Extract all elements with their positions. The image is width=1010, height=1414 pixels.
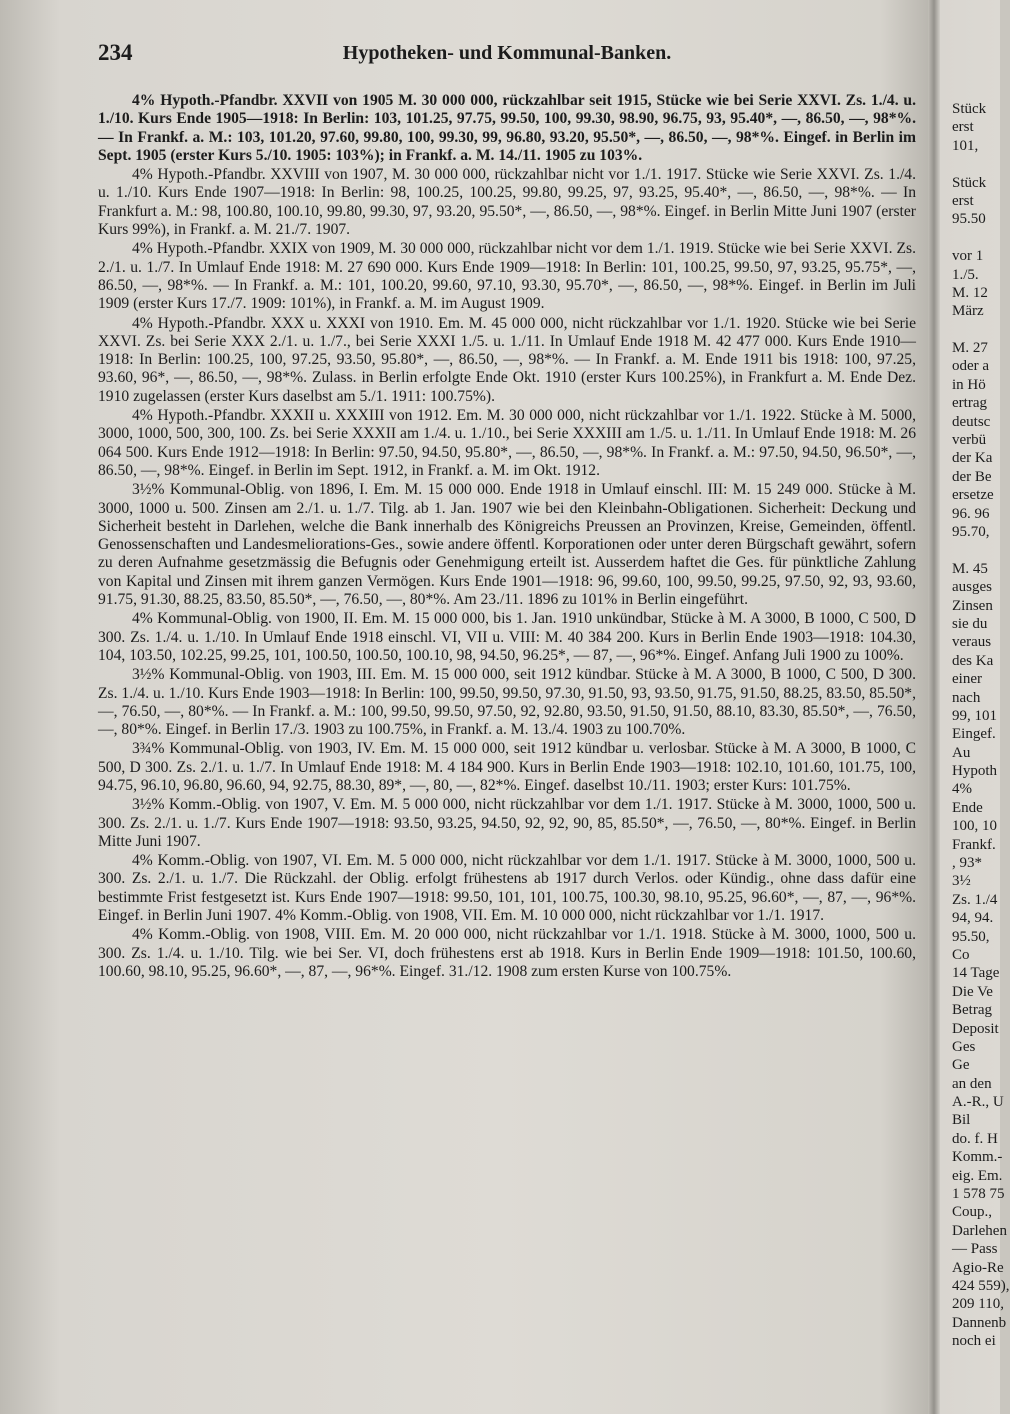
paragraph: 4% Hypoth.-Pfandbr. XXIX von 1909, M. 30 000 000, rückzahlbar nicht vor dem 1./1. 1919. Stücke wie bei Serie XXVI. Zs. 2./1. u. 1./7. In Umlauf Ende 1918: M. 27 690 000. Kurs Ende 1909—1918: In Berlin: 101, 100.25, 99.50, 97, 93.25, 95.75*, —, 86.50, —, 98*%. — In Frankf. a. M.: 101, 100.20, 99.60, 97.10, 93.30, 95.70*, —, 86.50, —, 98*%. Eingef. in Berlin im Juli 1909 (erster Kurs 17./7. 1909: 101%), in Frankf. a. M. im August 1909. <box>98 240 916 313</box>
fragment-line: 95.50 <box>952 211 986 228</box>
fragment-line: Ende <box>952 799 983 816</box>
adjacent-page-column <box>952 100 1010 1414</box>
fragment-line: 99, 101 <box>952 707 997 724</box>
fragment-line: Coup., <box>952 1204 993 1221</box>
fragment-line: Die Ve <box>952 983 993 1000</box>
fragment-line: Deposit <box>952 1020 999 1037</box>
fragment-line: nach <box>952 689 981 706</box>
paragraph: 4% Hypoth.-Pfandbr. XXVII von 1905 M. 30 000 000, rückzahlbar seit 1915, Stücke wie bei Serie XXVI. Zs. 1./4. u. 1./10. Kurs Ende 1905—1918: In Berlin: 103, 101.25, 97.75, 99.50, 100, 99.30, 98.90, 96.75, 93, 95.40*, —, 86.50, —, 98*%. — In Frankf. a. M.: 103, 101.20, 97.60, 99.80, 100, 99.30, 99, 96.80, 93.20, 95.50*, —, 86.50, —, 98*%. Eingef. in Berlin im Sept. 1905 (erster Kurs 5./10. 1905: 103%); in Frankf. a. M. 14./11. 1905 zu 103%. <box>98 92 916 164</box>
fragment-line: 95.70, <box>952 523 990 540</box>
fragment-line: 94, 94. <box>952 910 994 927</box>
paragraph: 3½% Kommunal-Oblig. von 1896, I. Em. M. 15 000 000. Ende 1918 in Umlauf einschl. III: M. 15 249 000. Stücke à M. 3000, 1000 u. 500. Zinsen am 2./1. u. 1./7. Tilg. ab 1. Jan. 1907 wie bei den Kleinbahn-Obligationen. Sicherheit: Deckung und Sicherheit besteht in Darlehen, welche die Bank innerhalb des Königreichs Preussen an Provinzen, Kreise, Gemeinden, öffentl. Genossenschaften und Landesmeliorations-Ges., sowie andere öffentl. Korporationen oder unter deren Bürgschaft gewährt, sofern zu deren Aufnahme gesetzmässig die Befugnis oder Genehmigung erteilt ist. Ausserdem haftet die Ges. für pünktliche Zahlung von Kapital und Zinsen mit ihrem ganzen Vermögen. Kurs Ende 1901—1918: 96, 99.60, 100, 99.50, 99.25, 97.50, 92, 93, 93.60, 91.75, 91.30, 88.25, 83.50, 85.50*, —, 76.50, —, 80*%. Am 23./11. 1896 zu 101% in Berlin eingeführt. <box>98 481 916 609</box>
running-title: Hypotheken- und Kommunal-Banken. <box>342 42 672 64</box>
fragment-line: deutsc <box>952 413 991 430</box>
fragment-line: 4% <box>952 781 972 798</box>
fragment-line: ersetze <box>952 487 994 504</box>
fragment-line: erst <box>952 192 974 209</box>
fragment-line: der Be <box>952 468 992 485</box>
paragraph: 4% Komm.-Oblig. von 1907, VI. Em. M. 5 000 000, nicht rückzahlbar vor dem 1./1. 1917. Stücke à M. 3000, 1000, 500 u. 300. Zs. 2./1. u. 1./7. Die Rückzahl. der Oblig. erfolgt frühestens ab 1917 durch Verlos. oder Kündig., ohne dass dafür eine bestimmte Frist festgesetzt ist. Kurs Ende 1907—1918: 99.50, 101, 101, 100.75, 100.30, 98.10, 95.25, 96.60*, —, 87, —, 96*%. Eingef. in Berlin Juni 1907. 4% Komm.-Oblig. von 1908, VII. Em. M. 10 000 000, nicht rückzahlbar vor 1./1. 1917. <box>98 852 916 925</box>
fragment-line: vor 1 <box>952 248 984 265</box>
fragment-line: Agio-Re <box>952 1259 1004 1276</box>
fragment-line: Ges <box>952 1038 976 1055</box>
paragraph: 3¾% Kommunal-Oblig. von 1903, IV. Em. M. 15 000 000, seit 1912 kündbar u. verlosbar. Stücke à M. A 3000, B 1000, C 500, D 300. Zs. 2./1. u. 1./7. In Umlauf Ende 1918: M. 4 184 900. Kurs in Berlin Ende 1903—1918: 102.10, 101.60, 101.75, 100, 94.75, 96.10, 96.80, 96.60, 94, 92.75, 88.30, 89*, —, 80, —, 82*%. Eingef. daselbst 10./11. 1903; erster Kurs: 101.75%. <box>98 740 916 794</box>
fragment-line: in Hö <box>952 376 986 393</box>
fragment-line: Darlehen <box>952 1222 1007 1239</box>
fragment-line: März <box>952 303 984 320</box>
fragment-line: Stück <box>952 101 987 117</box>
fragment-line: 101, <box>952 137 979 154</box>
fragment-line: A.-R., U <box>952 1094 1004 1111</box>
paragraph: 4% Hypoth.-Pfandbr. XXX u. XXXI von 1910. Em. M. 45 000 000, nicht rückzahlbar vor 1./1. 1920. Stücke wie bei Serie XXVI. Zs. bei Serie XXX 2./1. u. 1./7., bei Serie XXXI 1./5. u. 1./11. In Umlauf Ende 1918 M. 42 477 000. Kurs Ende 1910—1918: In Berlin: 100.25, 100, 97.25, 93.50, 95.80*, —, 86.50, —, 98*%. — In Frankf. a. M. Ende 1911 bis 1918: 100, 97.25, 93.60, 96*, —, 86.50, —, 98*%. Zulass. in Berlin erfolgte Ende Okt. 1910 (erster Kurs 100.25%), in Frankfurt a. M. Ende Dez. 1910 zugelassen (erster Kurs daselbst am 5./1. 1911: 100.75%). <box>98 314 916 405</box>
fragment-line: 424 559), <box>952 1278 1010 1294</box>
fragment-line: 1 578 75 <box>952 1186 1005 1203</box>
fragment-line: do. f. H <box>952 1130 998 1147</box>
fragment-line: M. 12 <box>952 284 988 301</box>
paragraph: 4% Hypoth.-Pfandbr. XXXII u. XXXIII von 1912. Em. M. 30 000 000, nicht rückzahlbar vor 1./1. 1922. Stücke à M. 5000, 3000, 1000, 500, 300, 100. Zs. bei Serie XXXII am 1./4. u. 1./10., bei Serie XXXIII am 1./5. u. 1./11. In Umlauf Ende 1918: M. 26 064 500. Kurs Ende 1912—1918: In Berlin: 97.50, 94.50, 95.80*, —, 86.50, —, 98*%. In Frankf. a. M.: 97.50, 94.50, 96.50*, —, 86.50, —, 98*%. Eingef. in Berlin im Sept. 1912, in Frankf. a. M. im Okt. 1912. <box>98 407 916 479</box>
fragment-line: Eingef. <box>952 726 996 743</box>
fragment-line: Betrag <box>952 1002 992 1019</box>
fragment-line: erst <box>952 119 974 136</box>
page-number: 234 <box>98 40 133 65</box>
fragment-line: Dannenb <box>952 1314 1007 1331</box>
fragment-line: Zinsen <box>952 597 993 614</box>
paragraph: 4% Kommunal-Oblig. von 1900, II. Em. M. 15 000 000, bis 1. Jan. 1910 unkündbar, Stücke à M. A 3000, B 1000, C 500, D 300. Zs. 1./4. u. 1./10. In Umlauf Ende 1918 einschl. VI, VII u. VIII: M. 40 384 200. Kurs in Berlin Ende 1903—1918: 104.30, 104, 103.50, 102.25, 99.25, 101, 100.50, 100.50, 100.10, 98, 94.50, 96.25*, — 87, —, 96*%. Eingef. Anfang Juli 1900 zu 100%. <box>98 610 916 664</box>
paragraph: 3½% Komm.-Oblig. von 1907, V. Em. M. 5 000 000, nicht rückzahlbar vor dem 1./1. 1917. Stücke à M. 3000, 1000, 500 u. 300. Zs. 2./1. u. 1./7. Kurs Ende 1907—1918: 93.50, 93.25, 94.50, 92, 92, 90, 85, 85.50*, —, 76.50, —, 80*%. Eingef. in Berlin Mitte Juni 1907. <box>98 796 916 850</box>
fragment-line: 1./5. <box>952 266 979 283</box>
fragment-line: an den <box>952 1075 992 1092</box>
paragraph: 4% Komm.-Oblig. von 1908, VIII. Em. M. 20 000 000, nicht rückzahlbar vor 1./1. 1918. Stücke à M. 3000, 1000, 500 u. 300. Zs. 1./4. u. 1./10. Tilg. wie bei Ser. VI, doch frühestens erst ab 1918. Kurs in Berlin Ende 1909—1918: 101.50, 100.60, 100.60, 98.10, 95.25, 96.60*, —, 87, —, 96*%. Eingef. 31./12. 1908 zum ersten Kurse von 100.75%. <box>98 926 916 980</box>
fragment-line: eig. Em. <box>952 1167 1003 1184</box>
fragment-line: der Ka <box>952 450 993 467</box>
paragraph: 3½% Kommunal-Oblig. von 1903, III. Em. M. 15 000 000, seit 1912 kündbar. Stücke à M. A 3000, B 1000, C 500, D 300. Zs. 1./4. u. 1./10. Kurs Ende 1903—1918: In Berlin: 100, 99.50, 99.50, 97.30, 91.50, 93, 93.50, 91.75, 91.50, 88.25, 83.50, 85.50*, —, 76.50, —, 80*%. — In Frankf. a. M.: 100, 99.50, 99.50, 97.50, 92, 92.80, 93.50, 91.50, 91.50, 88.10, 83.30, 85.50*, —, 76.50, —, 80*%. Eingef. in Berlin 17./3. 1903 zu 100.75%, in Frankf. a. M. 13./4. 1903 zu 100.70%. <box>98 666 916 739</box>
fragment-line: Co <box>952 946 970 963</box>
fragment-line: ausges <box>952 579 992 596</box>
fragment-line: — Pass <box>952 1241 998 1258</box>
book-gutter <box>928 0 940 1414</box>
fragment-line <box>952 155 1000 173</box>
fragment-line: Ge <box>952 1057 970 1074</box>
page-header <box>98 40 916 70</box>
fragment-line: Hypoth <box>952 763 997 780</box>
fragment-line <box>952 321 1000 339</box>
fragment-line: M. 27 <box>952 340 988 357</box>
fragment-line: Stück <box>952 174 987 191</box>
fragment-line: Frankf. <box>952 836 996 853</box>
fragment-line: 100, 10 <box>952 818 997 835</box>
fragment-line: Zs. 1./4 <box>952 891 998 908</box>
fragment-line: sie du <box>952 615 988 632</box>
fragment-line: ertrag <box>952 395 987 412</box>
fragment-line: 96. 96 <box>952 505 990 522</box>
fragment-line: noch ei <box>952 1333 996 1350</box>
fragment-line: einer <box>952 671 982 688</box>
fragment-line: M. 45 <box>952 560 988 577</box>
fragment-line: 95.50, <box>952 928 990 945</box>
fragment-line: 209 110, <box>952 1296 1004 1313</box>
fragment-line: des Ka <box>952 652 994 669</box>
fragment-line <box>952 229 1000 247</box>
fragment-line: Au <box>952 744 971 761</box>
fragment-line: verbü <box>952 432 987 449</box>
fragment-line: , 93* <box>952 855 982 872</box>
fragment-line: Bil <box>952 1112 971 1129</box>
main-text-column <box>98 92 916 982</box>
fragment-line: Komm.- <box>952 1149 1003 1166</box>
fragment-line: veraus <box>952 634 992 651</box>
fragment-line: 14 Tage <box>952 965 1000 982</box>
fragment-line <box>952 541 1000 559</box>
fragment-line: oder a <box>952 358 990 375</box>
fragment-line: 3½ <box>952 873 971 890</box>
paragraph: 4% Hypoth.-Pfandbr. XXVIII von 1907, M. 30 000 000, rückzahlbar nicht vor 1./1. 1917. Stücke wie Serie XXVI. Zs. 1./4. u. 1./10. Kurs Ende 1907—1918: In Berlin: 98, 100.25, 100.25, 99.80, 99.25, 97, 93.25, 95.40*, —, 86.50, —, 98*%. — In Frankfurt a. M.: 98, 100.80, 100.10, 99.80, 99.30, 97, 93.20, 95.50*, —, 86.50, —, 98*%. Eingef. in Berlin Mitte Juni 1907 (erster Kurs 99%), in Frankf. a. M. 21./7. 1907. <box>98 166 916 239</box>
